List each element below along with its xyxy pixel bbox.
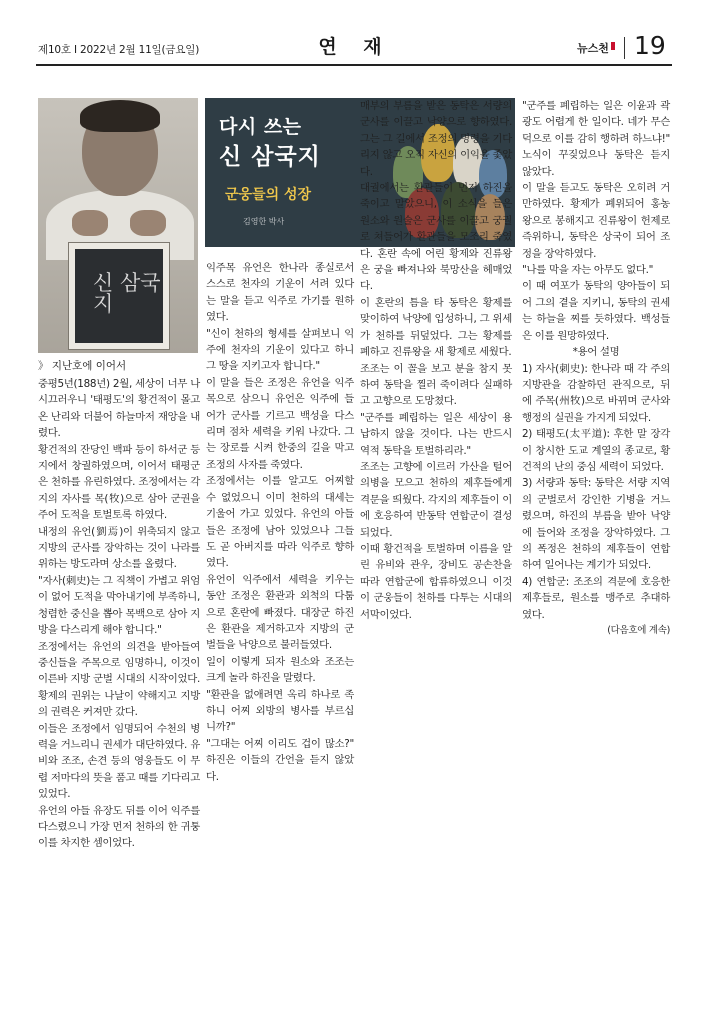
paragraph: 이 때 여포가 동탁의 양아들이 되어 그의 곁을 지키니, 동탁의 권세는 하늘을 찌를 듯하였다. 백성들은 이를 원망하였다. [522, 280, 670, 342]
brand-name: 뉴스천 [577, 42, 609, 55]
glossary-title: *용어 설명 [572, 346, 620, 359]
book-cover [75, 249, 163, 343]
banner-author: 김영한 박사 [243, 217, 285, 226]
photo-hand-right [130, 210, 166, 236]
paragraph: "군주를 폐립하는 일은 이윤과 곽광도 어렵게 한 일이다. 네가 무슨 덕으로 이를 감히 행하려 하느냐!" 노식이 꾸짖었으나 동탁은 듣지 않았다. [522, 100, 670, 178]
banner-subtitle: 군웅들의 성장 [225, 187, 312, 203]
article-column-1 [38, 376, 200, 852]
book-image [68, 242, 170, 350]
paragraph: "자사(刺史)는 그 직책이 가볍고 위엄이 없어 도적을 막아내기에 부족하니, 청렴한 중신을 뽑아 목백으로 삼아 지방을 다스리게 해야 합니다." [38, 574, 200, 637]
paragraph: 대궐에서는 환관들이 먼저 하진을 죽이고 말았으니, 이 소식을 들은 원소와 원술은 군사를 이끌고 궁궐로 쳐들어가 환관들을 모조리 죽였다. 혼란 속에 어린 황제와 진류왕은 궁을 빠져나와 북망산을 헤매었다. [360, 182, 512, 293]
paragraph: 이들은 조정에서 임명되어 수천의 병력을 거느리니 권세가 대단하였다. 유비와 조조, 손견 등의 영웅들도 이 무렵 저마다의 뜻을 품고 때를 기다리고 있었다. [38, 722, 200, 801]
continued-note: (다음호에 계속) [607, 625, 670, 636]
paragraph: 유언이 익주에서 세력을 키우는 동안 조정은 환관과 외척의 다툼으로 혼란에 빠졌다. 대장군 하진은 환관을 제거하고자 지방의 군벌들을 낙양으로 불러들였다. [206, 573, 354, 652]
paragraph: 유언의 아들 유장도 뒤를 이어 익주를 다스렸으니 가장 먼저 천하의 한 귀퉁이를 차지한 셈이었다. [38, 804, 200, 850]
paragraph: 조정에서는 유언의 의견을 받아들여 중신들을 주목으로 임명하니, 이것이 이른바 지방 군벌 시대의 시작이었다. 황제의 권위는 나날이 약해지고 지방의 권력은 커져만 갔다. [38, 640, 200, 719]
paragraph: 조정에서는 이를 알고도 어찌할 수 없었으니 이미 천하의 대세는 기울어 가고 있었다. 유언의 아들들은 조정에 남아 있었으나 그들도 곧 아버지를 따라 익주로 향하였다. [206, 475, 354, 570]
article-column-3 [360, 98, 512, 623]
paragraph: 조조는 이 꼴을 보고 분을 참지 못하여 동탁을 찔러 죽이려다 실패하고 고향으로 도망쳤다. [360, 362, 512, 408]
paragraph: "신이 천하의 형세를 살펴보니 익주에 천자의 기운이 있다고 하니 그 땅을 지키고자 합니다." [206, 327, 354, 373]
paragraph: 이때 황건적을 토벌하며 이름을 알린 유비와 관우, 장비도 공손찬을 따라 연합군에 합류하였으니 이것이 군웅들이 천하를 다투는 시대의 서막이었다. [360, 542, 512, 621]
photo-hair [80, 100, 160, 132]
glossary-item: 4) 연합군: 조조의 격문에 호응한 제후들로, 원소를 맹주로 추대하였다. [522, 575, 670, 621]
glossary-item: 1) 자사(刺史): 한나라 때 각 주의 지방관을 감찰하던 관직으로, 뒤에 주목(州牧)으로 바뀌며 군사와 행정의 실권을 가지게 되었다. [522, 362, 670, 424]
book-title: 신 삼국지 [93, 271, 161, 316]
page-header [0, 0, 708, 68]
paragraph: 중평5년(188년) 2월, 세상이 너무 나 시끄러우니 '태평도'의 황건적이 몰고 온 난리와 더불어 하늘마저 재앙을 내렸다. [38, 378, 200, 440]
issue-line: 제10호 I 2022년 2월 11일(금요일) [38, 44, 200, 56]
paragraph: "나를 막을 자는 아무도 없다." [522, 264, 654, 277]
paragraph: 익주목 유언은 한나라 종실로서 스스로 천자의 기운이 서려 있다는 말을 듣고 익주로 가기를 원하였다. [206, 262, 354, 324]
glossary-item: 2) 태평도(太平道): 후한 말 장각이 창시한 도교 계열의 종교로, 황건적의 난의 중심 세력이 되었다. [522, 428, 670, 473]
paragraph: 조조는 고향에 이르러 가산을 털어 의병을 모으고 천하의 제후들에게 격문을 띄웠다. 각지의 제후들이 이에 호응하여 반동탁 연합군이 결성되었다. [360, 460, 512, 539]
page-number: 19 [634, 31, 666, 60]
article-column-4 [522, 98, 670, 639]
brand-mark-icon [611, 42, 615, 50]
paragraph: 매부의 부름을 받은 동탁은 서량의 군사를 이끌고 낙양으로 향하였다. 그는 그 길에서 조정의 명령을 기다리지 않고 오직 자신의 이익을 좇았다. [360, 100, 512, 178]
author-photo [38, 98, 198, 353]
paragraph: 이 혼란의 틈을 타 동탁은 황제를 맞이하여 낙양에 입성하니, 그 위세가 천하를 뒤덮었다. 그는 황제를 폐하고 진류왕을 새 황제로 세웠다. [360, 296, 512, 359]
paragraph: 황건적의 잔당인 백파 등이 하서군 등지에서 창궐하였으며, 이어서 태평군은 천하를 유린하였다. 조정에서는 각지의 자사를 목(牧)으로 삼아 군권을 주어 도적을 토벌토록 하였다. [38, 443, 200, 522]
section-title: 연 재 [318, 36, 392, 58]
paragraph: 내정의 유언(劉焉)이 위축되지 않고 지방의 군사를 장악하는 것이 나라를 위하는 방도라며 상소를 올렸다. [38, 525, 200, 571]
photo-hand-left [72, 210, 108, 236]
header-rule [36, 64, 672, 66]
paragraph: "그대는 어찌 이리도 겁이 많소?" 하진은 이들의 간언을 듣지 않았다. [206, 737, 354, 783]
paragraph: 이 말을 들은 조정은 유언을 익주목으로 삼으니 유언은 익주에 들어가 군사를 기르고 백성을 다스리며 점차 세력을 키워 나갔다. 그는 장로를 시켜 한중의 길을 막고 조정의 사자를 죽였다. [206, 376, 354, 471]
header-divider [624, 37, 625, 59]
paragraph: 일이 이렇게 되자 원소와 조조는 크게 놀라 하진을 말렸다. [206, 655, 354, 685]
glossary-item: 3) 서량과 동탁: 동탁은 서량 지역의 군벌로서 강인한 기병을 거느렸으며, 하진의 부름을 받아 낙양에 들어와 조정을 장악하였다. 그의 폭정은 천하의 제후들이 연합하여 일어나는 계기가 되었다. [522, 477, 670, 572]
brand-logo [577, 40, 615, 56]
paragraph: "군주를 폐립하는 일은 세상이 용납하지 않을 것이다. 나는 반드시 역적 동탁을 토벌하리라." [360, 411, 512, 457]
article-column-2 [206, 260, 354, 785]
paragraph: 이 말을 듣고도 동탁은 오히려 거만하였다. 황제가 폐위되어 홍농왕으로 봉해지고 진류왕이 헌제로 즉위하니, 동탁은 상국이 되어 조정을 장악하였다. [522, 182, 670, 260]
paragraph: "환관을 없애려면 옥리 하나로 족하니 어찌 외방의 병사를 부르십니까?" [206, 688, 354, 734]
banner-title-line2: 신 삼국지 [219, 144, 321, 170]
banner-title-line1: 다시 쓰는 [219, 116, 302, 138]
photo-caption: 》 지난호에 이어서 [38, 360, 127, 372]
